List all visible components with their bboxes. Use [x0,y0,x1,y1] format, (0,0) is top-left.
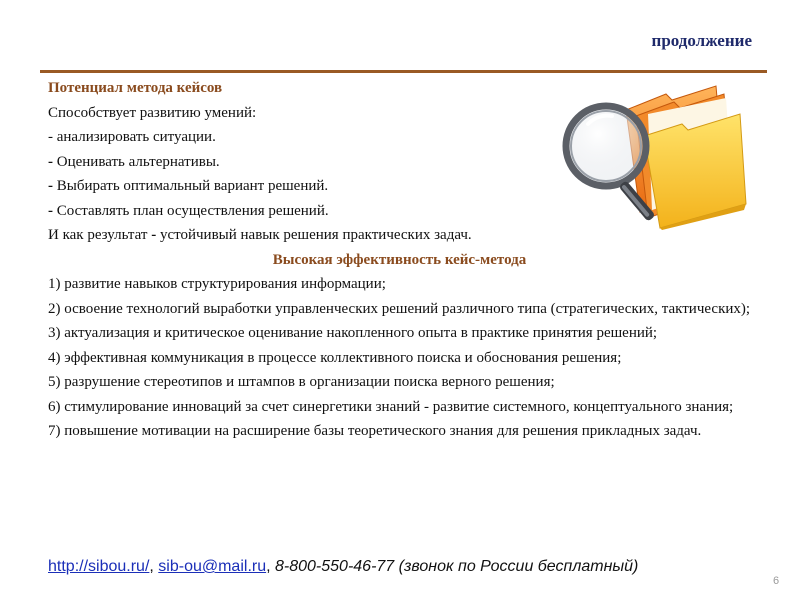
result-dash: - [151,227,157,243]
skill-item [48,199,751,224]
footer-separator: , [266,558,275,575]
skill-item [48,150,751,175]
efficiency-item: 3) актуализация и критическое оценивание накопленного опыта в практике принятия решений; [48,325,658,341]
skill-text: Выбирать оптимальный вариант решений. [53,178,329,194]
header-divider [40,70,767,73]
section-title-efficiency: Высокая эффективность кейс-метода [272,251,527,268]
phone-number: 8-800-550-46-77 (звонок по России бесплатный) [275,558,639,575]
skill-text: анализировать ситуации. [53,129,216,145]
website-link[interactable]: http://sibou.ru/ [48,558,150,575]
intro-text: Способствует развитию умений: [48,104,257,121]
footer-contacts [48,558,638,576]
skill-item [48,174,751,199]
skill-item [48,125,751,150]
result-text [48,223,751,248]
result-body: устойчивый навык решения практических задач. [156,227,472,243]
skill-text: Составлять план осуществления решений. [53,202,329,219]
page-number: 6 [773,575,780,587]
efficiency-item: 2) освоение технологий выработки управленческих решений различного типа (стратегических, тактических); [48,300,751,317]
efficiency-item: 6) стимулирование инноваций за счет синергетики знаний - развитие системного, концептуального знания; [48,398,734,415]
efficiency-item: 5) разрушение стереотипов и штампов в организации поиска верного решения; [48,374,555,390]
skill-dash: - [48,202,53,219]
skill-dash: - [48,153,53,170]
section-title-potential: Потенциал метода кейсов [48,80,223,96]
email-link[interactable]: sib-ou@mail.ru [158,558,267,575]
skill-dash: - [48,178,53,194]
result-prefix: И как результат [48,227,152,243]
footer-separator: , [149,558,159,575]
efficiency-item: 7) повышение мотивации на расширение базы теоретического знания для решения прикладных задач. [48,423,702,439]
skill-text: Оценивать альтернативы. [53,153,220,170]
skill-dash: - [48,129,53,145]
continuation-label: продолжение [651,31,752,50]
efficiency-item: 4) эффективная коммуникация в процессе коллективного поиска и обоснования решения; [48,349,622,366]
efficiency-item: 1) развитие навыков структурирования информации; [48,276,386,292]
slide-content [48,76,751,444]
